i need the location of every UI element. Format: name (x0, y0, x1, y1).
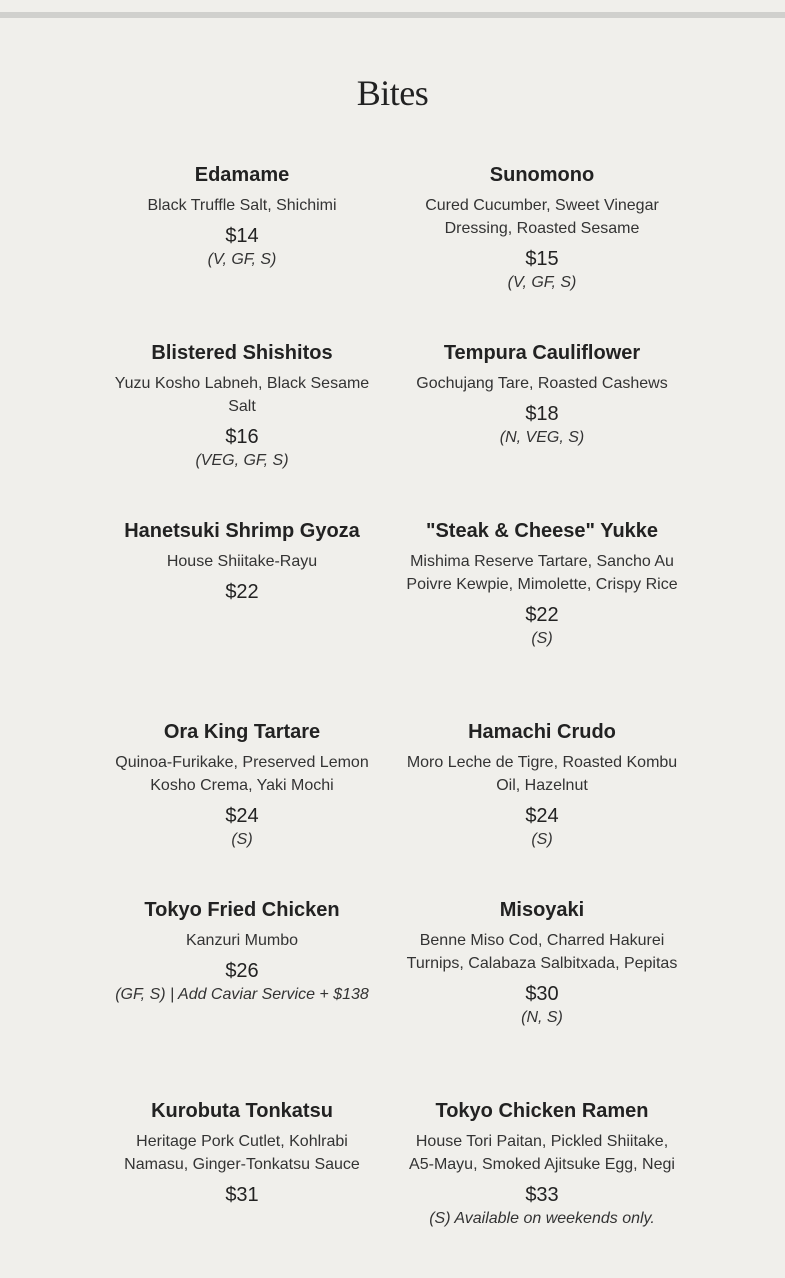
menu-item (392, 518, 692, 719)
item-name: Ora King Tartare (163, 721, 321, 743)
item-dietary-tags: (V, GF, S) (507, 274, 577, 291)
item-price: $31 (225, 1184, 259, 1206)
item-name: Hanetsuki Shrimp Gyoza (124, 520, 360, 542)
item-dietary-tags: (V, GF, S) (207, 251, 277, 268)
item-price: $30 (525, 983, 559, 1005)
menu-item (92, 340, 392, 518)
menu-item (92, 518, 392, 719)
section-title: Bites (356, 73, 429, 113)
item-description: Yuzu Kosho Labneh, Black Sesame Salt (114, 375, 370, 415)
menu-item (392, 897, 692, 1098)
menu-item (392, 162, 692, 340)
item-price: $26 (225, 960, 259, 982)
item-name: "Steak & Cheese" Yukke (425, 520, 659, 542)
menu-grid (92, 162, 692, 1278)
item-price: $33 (525, 1184, 559, 1206)
menu-item (392, 340, 692, 518)
menu-item (392, 1098, 692, 1278)
item-description: House Tori Paitan, Pickled Shiitake, A5-Mayu, Smoked Ajitsuke Egg, Negi (409, 1133, 675, 1173)
item-description: Gochujang Tare, Roasted Cashews (416, 375, 668, 392)
item-description: Mishima Reserve Tartare, Sancho Au Poivre Kewpie, Mimolette, Crispy Rice (406, 553, 678, 593)
item-name: Tokyo Fried Chicken (144, 899, 340, 921)
menu-item (92, 162, 392, 340)
item-price: $18 (525, 403, 559, 425)
item-description: Cured Cucumber, Sweet Vinegar Dressing, Roasted Sesame (425, 197, 659, 237)
item-price: $22 (525, 604, 559, 626)
item-price: $15 (525, 248, 559, 270)
item-name: Blistered Shishitos (151, 342, 333, 364)
item-dietary-tags: (S) (531, 831, 553, 848)
menu-item (92, 1098, 392, 1278)
item-description: Heritage Pork Cutlet, Kohlrabi Namasu, Ginger-Tonkatsu Sauce (124, 1133, 360, 1173)
menu-item (92, 719, 392, 897)
item-name: Hamachi Crudo (468, 721, 616, 743)
item-description: Benne Miso Cod, Charred Hakurei Turnips, Calabaza Salbitxada, Pepitas (406, 932, 678, 972)
item-price: $16 (225, 426, 259, 448)
item-name: Kurobuta Tonkatsu (151, 1100, 333, 1122)
menu-item (392, 719, 692, 897)
item-dietary-tags: (GF, S) | Add Caviar Service + $138 (115, 986, 369, 1003)
item-name: Misoyaki (499, 899, 585, 921)
item-dietary-tags: (N, S) (521, 1009, 563, 1026)
item-dietary-tags: (N, VEG, S) (499, 429, 585, 446)
item-price: $24 (525, 805, 559, 827)
item-name: Sunomono (489, 164, 595, 186)
item-name: Tempura Cauliflower (443, 342, 641, 364)
item-dietary-tags: (S) Available on weekends only. (429, 1210, 655, 1227)
item-dietary-tags: (VEG, GF, S) (195, 452, 289, 469)
item-price: $22 (225, 581, 259, 603)
item-name: Tokyo Chicken Ramen (435, 1100, 649, 1122)
item-price: $24 (225, 805, 259, 827)
item-price: $14 (225, 225, 259, 247)
top-divider (0, 12, 785, 18)
item-dietary-tags: (S) (531, 630, 553, 647)
item-description: Moro Leche de Tigre, Roasted Kombu Oil, Hazelnut (406, 754, 678, 794)
item-dietary-tags: (S) (231, 831, 253, 848)
item-description: Black Truffle Salt, Shichimi (147, 197, 337, 214)
menu-item (92, 897, 392, 1098)
item-description: House Shiitake-Rayu (166, 553, 318, 570)
item-description: Quinoa-Furikake, Preserved Lemon Kosho Crema, Yaki Mochi (115, 754, 369, 794)
item-description: Kanzuri Mumbo (185, 932, 299, 949)
item-name: Edamame (194, 164, 290, 186)
